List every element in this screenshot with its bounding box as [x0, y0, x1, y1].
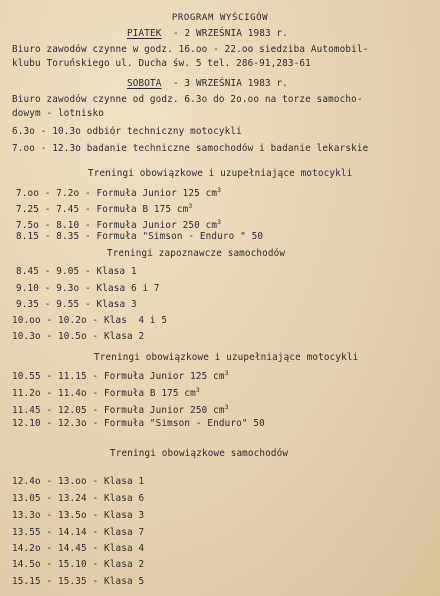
saturday-line-1: Biuro zawodów czynne od godz. 6.3o do 2o.oo na torze samocho- — [12, 94, 363, 105]
schedule-row: 8.45 - 9.05 - Klasa 1 — [16, 266, 137, 277]
schedule-row: 9.35 - 9.55 - Klasa 3 — [16, 299, 137, 310]
schedule-row: 7.5o - 8.10 - Formuła Junior 250 $cm^3$ — [16, 218, 222, 231]
section-heading-3: Treningi obowiązkowe i uzupełniające motocykli — [94, 352, 359, 363]
schedule-row: 15.15 - 15.35 - Klasa 5 — [12, 576, 145, 587]
schedule-row: 12.10 - 12.3o - Formuła "Simson - Enduro" 50 — [12, 418, 265, 429]
section-heading-4: Treningi obowiązkowe samochodów — [110, 448, 289, 459]
friday-heading — [127, 28, 288, 40]
schedule-row: 11.45 - 12.05 - Formuła Junior 250 $cm^3$ — [12, 403, 229, 416]
schedule-row: 13.3o - 13.5o - Klasa 3 — [12, 510, 145, 521]
saturday-day: SOBOTA — [127, 78, 162, 89]
schedule-row: 10.3o - 10.5o - Klasa 2 — [12, 331, 145, 342]
schedule-row: 13.55 - 14.14 - Klasa 7 — [12, 527, 145, 538]
friday-line-1: Biuro zawodów czynne w godz. 16.oo - 22.oo siedziba Automobil- — [12, 44, 369, 55]
saturday-date: - 3 WRZEŚNIA 1983 r. — [172, 78, 288, 89]
friday-line-2: klubu Toruńskiego ul. Ducha św. 5 tel. 286-91,283-61 — [12, 58, 311, 69]
schedule-row: 7.25 - 7.45 - Formuła B 175 $cm^3$ — [16, 202, 193, 215]
schedule-row: 9.10 - 9.3o - Klasa 6 i 7 — [16, 283, 160, 294]
schedule-row: 7.oo - 7.2o - Formuła Junior 125 $cm^3$ — [16, 186, 222, 199]
schedule-row: 14.2o - 14.45 - Klasa 4 — [12, 543, 145, 554]
section-heading-2: Treningi zapoznawcze samochodów — [107, 248, 286, 259]
saturday-line-2: dowym - lotnisko — [12, 108, 104, 119]
schedule-row: 10.oo - 10.2o - Klas 4 i 5 — [12, 315, 168, 326]
friday-day: PIATEK — [127, 28, 162, 39]
document-title: PROGRAM WYŚCIGÓW — [171, 13, 269, 23]
schedule-row: 12.4o - 13.oo - Klasa 1 — [12, 476, 145, 487]
schedule-row: 8.15 - 8.35 - Formuła "Simson - Enduro " 50 — [16, 231, 264, 242]
saturday-line-4: 7.oo - 12.3o badanie techniczne samochodów i badanie lekarskie — [12, 143, 369, 154]
friday-date: - 2 WRZEŚNIA 1983 r. — [172, 28, 288, 39]
schedule-row: 13.05 - 13.24 - Klasa 6 — [12, 493, 145, 504]
section-heading-1: Treningi obowiązkowe i uzupełniające motocykli — [88, 168, 353, 179]
saturday-line-3: 6.3o - 10.3o odbiór techniczny motocykli — [12, 126, 242, 137]
schedule-row: 14.5o - 15.10 - Klasa 2 — [12, 559, 145, 570]
schedule-row: 10.55 - 11.15 - Formuła Junior 125 $cm^3$ — [12, 369, 229, 382]
schedule-row: 11.2o - 11.4o - Formuła B 175 $cm^3$ — [12, 386, 200, 399]
saturday-heading — [127, 78, 288, 90]
